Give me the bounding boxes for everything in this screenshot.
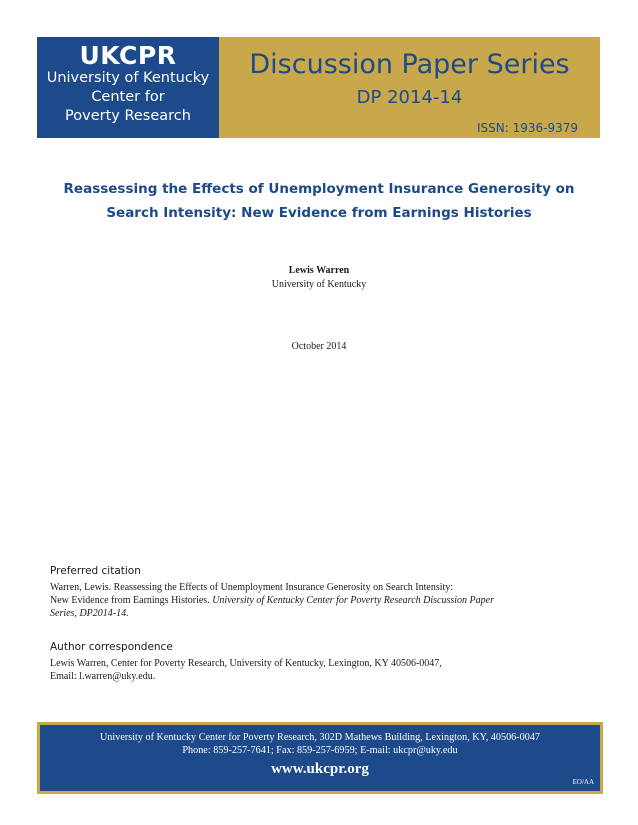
- paper-title: [40, 177, 598, 225]
- series-banner: [219, 37, 600, 138]
- citation-text: [50, 581, 598, 620]
- author-affiliation: University of Kentucky: [271, 279, 367, 290]
- discussion-paper-number: DP 2014-14: [356, 87, 463, 108]
- brand-name: UKCPR: [79, 41, 177, 70]
- paper-title-line-2: Search Intensity: New Evidence from Earnings Histories: [106, 205, 532, 221]
- website-link[interactable]: www.ukcpr.org: [271, 761, 369, 777]
- citation-label: Preferred citation: [50, 565, 141, 577]
- ukcpr-logo-block: [37, 37, 219, 138]
- paper-title-line-1: Reassessing the Effects of Unemployment Insurance Generosity on: [63, 181, 575, 197]
- correspondence-label: Author correspondence: [50, 641, 173, 653]
- citation-series-number: Series, DP2014-14.: [50, 608, 129, 619]
- citation-series-italic: University of Kentucky Center for Poverty Research Discussion Paper: [212, 595, 494, 606]
- author-name: Lewis Warren: [288, 265, 350, 276]
- center-name-line-1: University of Kentucky: [46, 70, 210, 86]
- center-name-line-2: Center for: [91, 89, 165, 105]
- citation-title-tail: New Evidence from Earnings Histories.: [50, 595, 213, 606]
- issn-label: ISSN: 1936-9379: [476, 121, 578, 135]
- correspondence-text: [50, 657, 598, 683]
- citation-line-2: [50, 594, 598, 607]
- correspondence-line-1: Lewis Warren, Center for Poverty Research, University of Kentucky, Lexington, KY 40506-0047,: [50, 658, 442, 669]
- series-title: Discussion Paper Series: [249, 49, 570, 80]
- center-name-line-3: Poverty Research: [65, 108, 191, 124]
- citation-line-3: [50, 607, 598, 620]
- footer-banner: [37, 722, 603, 794]
- eo-aa-notice: EO/AA: [572, 778, 594, 786]
- footer-contact: Phone: 859-257-7641; Fax: 859-257-6959; E-mail: ukcpr@uky.edu: [182, 745, 458, 756]
- footer-address: University of Kentucky Center for Poverty Research, 302D Mathews Building, Lexington, KY, 40506-0047: [99, 732, 541, 743]
- citation-line-1: Warren, Lewis. Reassessing the Effects of Unemployment Insurance Generosity on Search Intensity:: [50, 582, 454, 593]
- publication-date: October 2014: [291, 341, 347, 352]
- correspondence-email: Email: l.warren@uky.edu.: [50, 671, 156, 682]
